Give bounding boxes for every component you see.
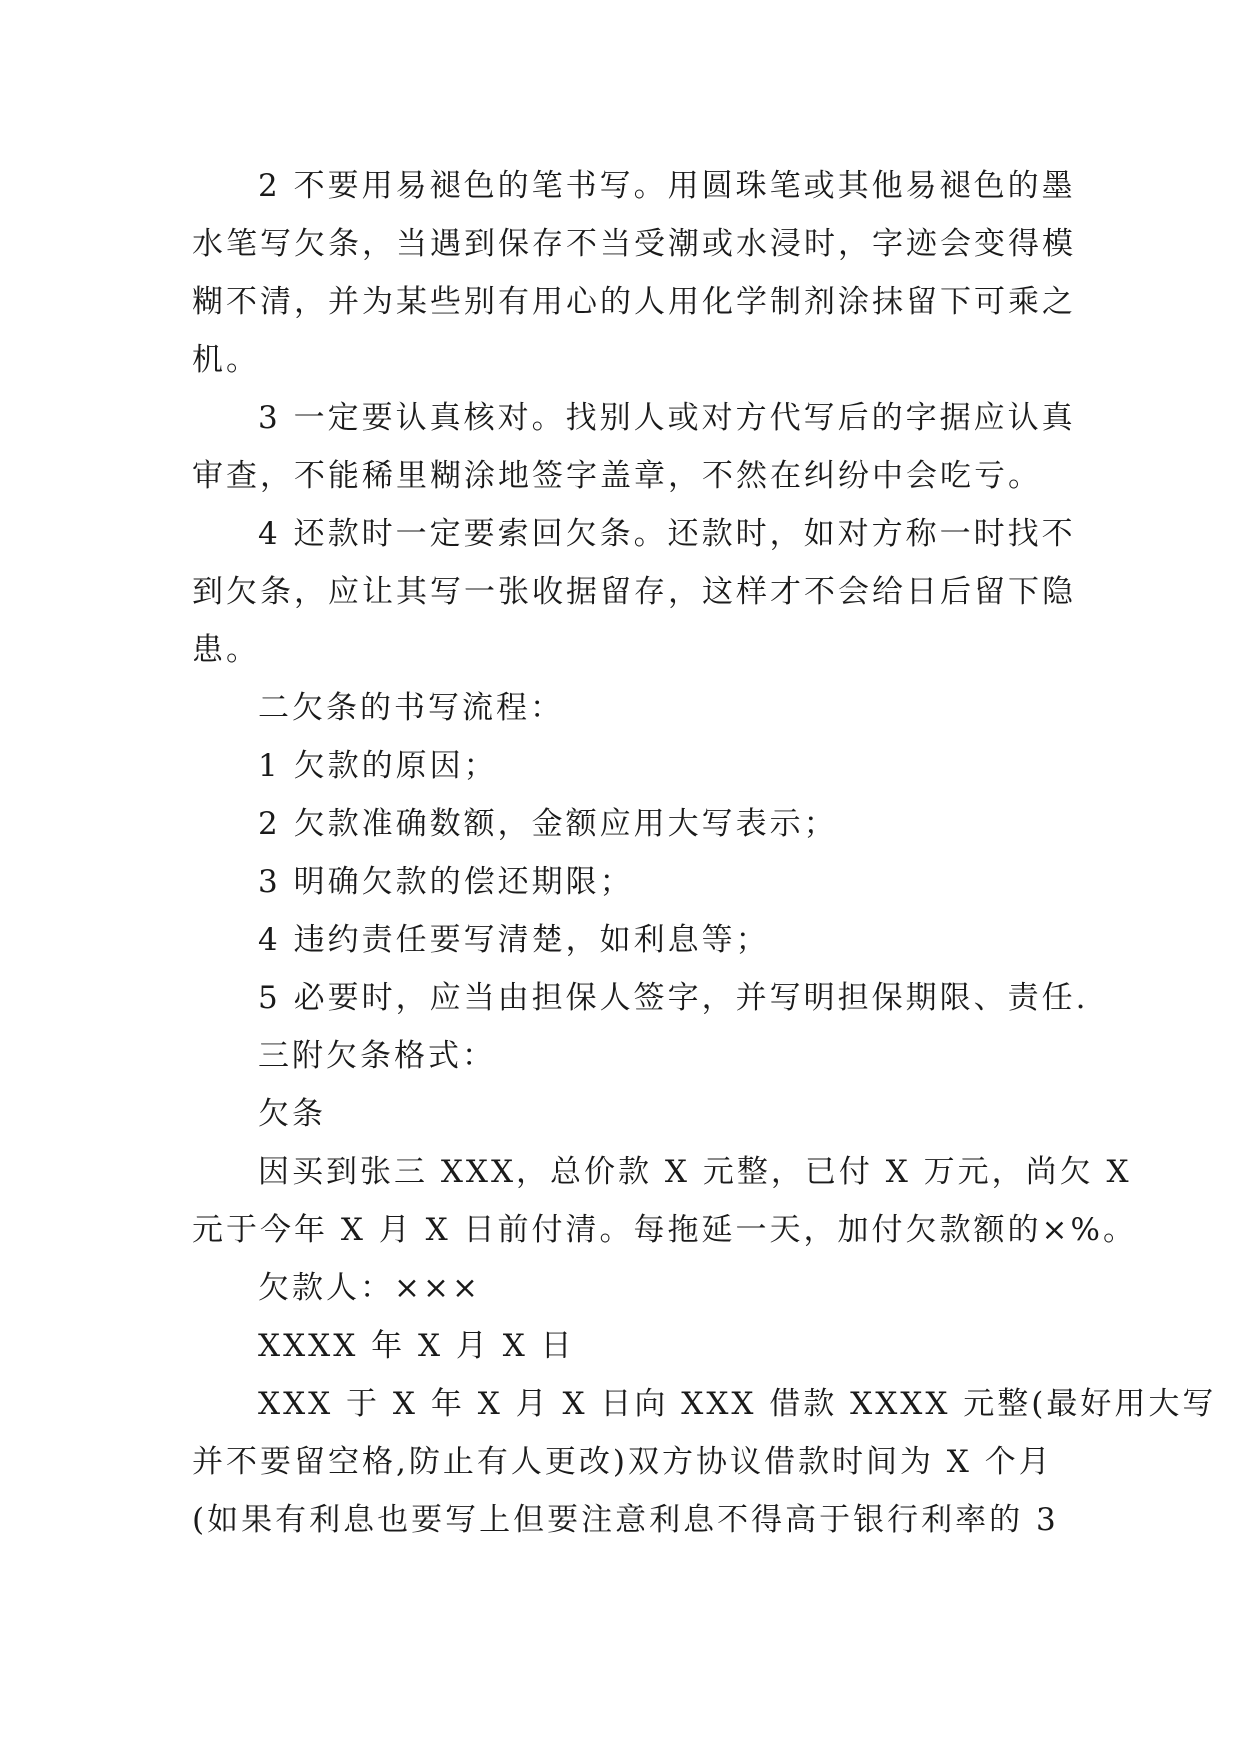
process-item-3: 3 明确欠款的偿还期限； [258,864,634,900]
process-item-4: 4 违约责任要写清楚，如利息等； [258,922,770,958]
process-item-2: 2 欠款准确数额，金额应用大写表示； [258,806,838,842]
iou-date: XXXX 年 X 月 X 日 [258,1328,575,1364]
paragraph-2-line-2: 审查，不能稀里糊涂地签字盖章，不然在纠纷中会吃亏。 [192,458,1042,494]
paragraph-2-line-1: 3 一定要认真核对。找别人或对方代写后的字据应认真 [258,400,1076,436]
iou-debtor: 欠款人：××× [258,1270,481,1306]
section-heading-process: 二欠条的书写流程： [258,690,564,726]
process-item-5: 5 必要时，应当由担保人签字，并写明担保期限、责任. [258,980,1089,1016]
paragraph-1-line-2: 水笔写欠条，当遇到保存不当受潮或水浸时，字迹会变得模 [192,226,1076,262]
loan-paragraph-line-3: (如果有利息也要写上但要注意利息不得高于银行利率的 3 [192,1502,1059,1538]
paragraph-1-line-1: 2 不要用易褪色的笔书写。用圆珠笔或其他易褪色的墨 [258,168,1076,204]
loan-paragraph-line-1: XXX 于 X 年 X 月 X 日向 XXX 借款 XXXX 元整(最好用大写 [258,1386,1217,1422]
document-body [192,157,1217,1549]
paragraph-3-line-1: 4 还款时一定要索回欠条。还款时，如对方称一时找不 [258,516,1076,552]
loan-paragraph-line-2: 并不要留空格,防止有人更改)双方协议借款时间为 X 个月 [192,1444,1053,1480]
section-heading-format: 三附欠条格式： [258,1038,496,1074]
iou-body-line-2: 元于今年 X 月 X 日前付清。每拖延一天，加付欠款额的×%。 [192,1212,1137,1248]
process-item-1: 1 欠款的原因； [258,748,498,784]
paragraph-3-line-3: 患。 [192,632,260,668]
iou-title: 欠条 [258,1096,326,1132]
paragraph-1-line-3: 糊不清，并为某些别有用心的人用化学制剂涂抹留下可乘之 [192,284,1076,320]
iou-body-line-1: 因买到张三 XXX，总价款 X 元整，已付 X 万元，尚欠 X [258,1154,1132,1190]
paragraph-3-line-2: 到欠条，应让其写一张收据留存，这样才不会给日后留下隐 [192,574,1076,610]
paragraph-1-line-4: 机。 [192,342,260,378]
